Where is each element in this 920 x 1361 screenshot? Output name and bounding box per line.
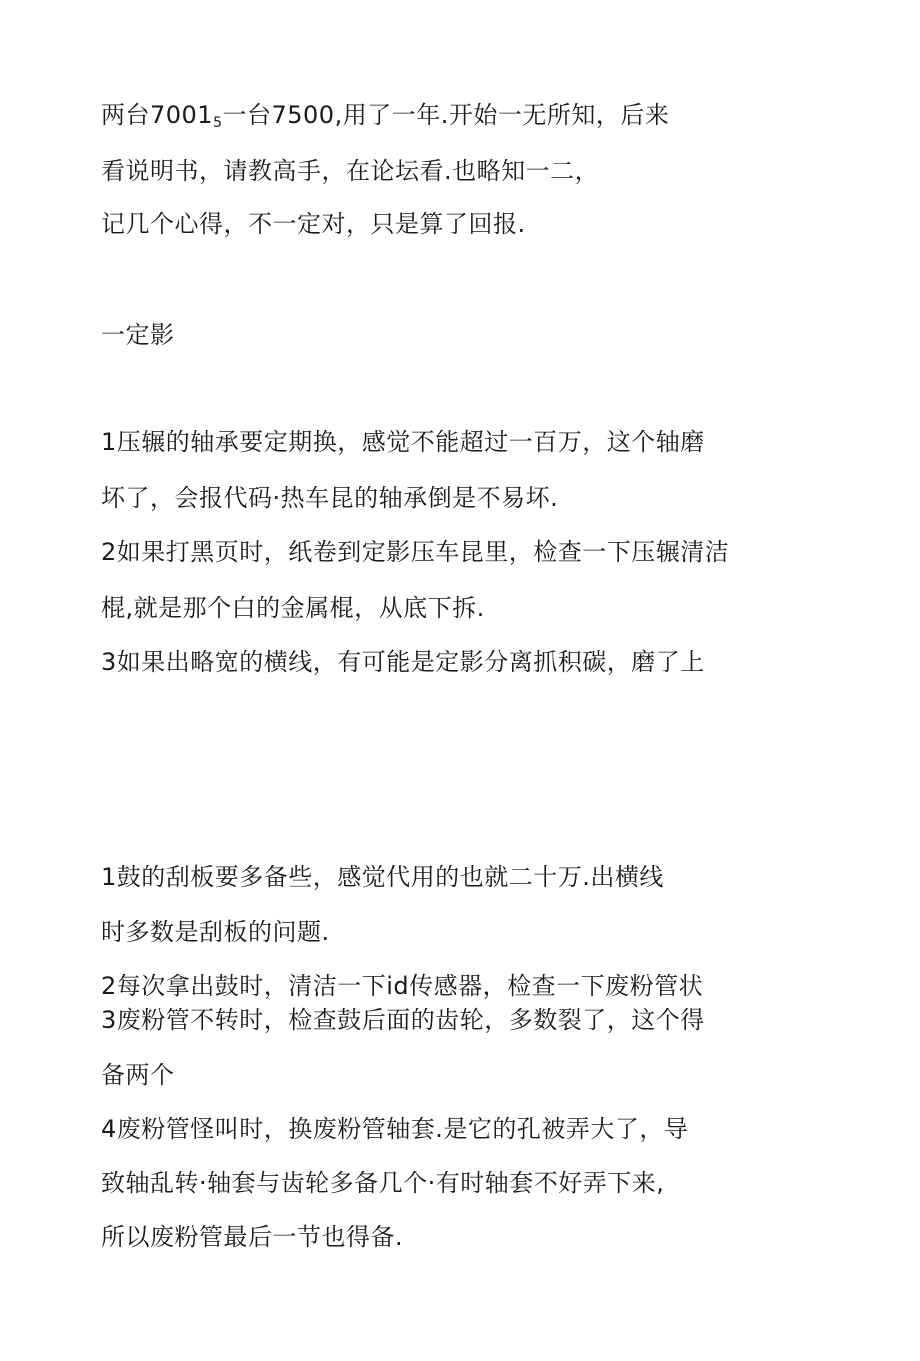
fuser-line-1: 1压辗的轴承要定期换，感觉不能超过一百万，这个轴磨 xyxy=(101,428,705,456)
section-heading-fuser: 一定影 xyxy=(101,321,175,349)
drum-line-1: 1鼓的刮板要多备些，感觉代用的也就二十万.出横线 xyxy=(101,863,664,891)
intro-line-1 xyxy=(101,100,669,138)
intro-line-2: 看说明书，请教高手，在论坛看.也略知一二， xyxy=(101,157,600,185)
intro-line-3: 记几个心得，不一定对，只是算了回报. xyxy=(101,210,526,238)
fuser-line-5: 3如果出略宽的横线，有可能是定影分离抓积碳，磨了上 xyxy=(101,648,705,676)
drum-line-4: 3废粉管不转时，检查鼓后面的齿轮，多数裂了，这个得 xyxy=(101,1006,705,1034)
intro-line-1-subscript: 5 xyxy=(213,115,223,131)
intro-line-1-post: 一台7500,用了一年.开始一无所知，后来 xyxy=(222,101,670,129)
drum-line-3: 2每次拿出鼓时，清洁一下id传感器，检查一下废粉管状 xyxy=(101,972,704,1000)
drum-line-7: 致轴乱转·轴套与齿轮多备几个·有时轴套不好弄下来, xyxy=(101,1169,665,1197)
drum-line-2: 时多数是刮板的问题. xyxy=(101,918,330,946)
drum-line-8: 所以废粉管最后一节也得备. xyxy=(101,1223,404,1251)
fuser-line-4: 棍,就是那个白的金属棍，从底下拆. xyxy=(101,594,485,622)
fuser-line-2: 坏了，会报代码·热车昆的轴承倒是不易坏. xyxy=(101,484,559,512)
intro-line-1-pre: 两台7001 xyxy=(101,101,214,129)
fuser-line-3: 2如果打黑页时，纸卷到定影压车昆里，检查一下压辗清洁 xyxy=(101,538,730,566)
drum-line-6: 4废粉管怪叫时，换废粉管轴套.是它的孔被弄大了，导 xyxy=(101,1115,689,1143)
drum-line-5: 备两个 xyxy=(101,1061,175,1089)
